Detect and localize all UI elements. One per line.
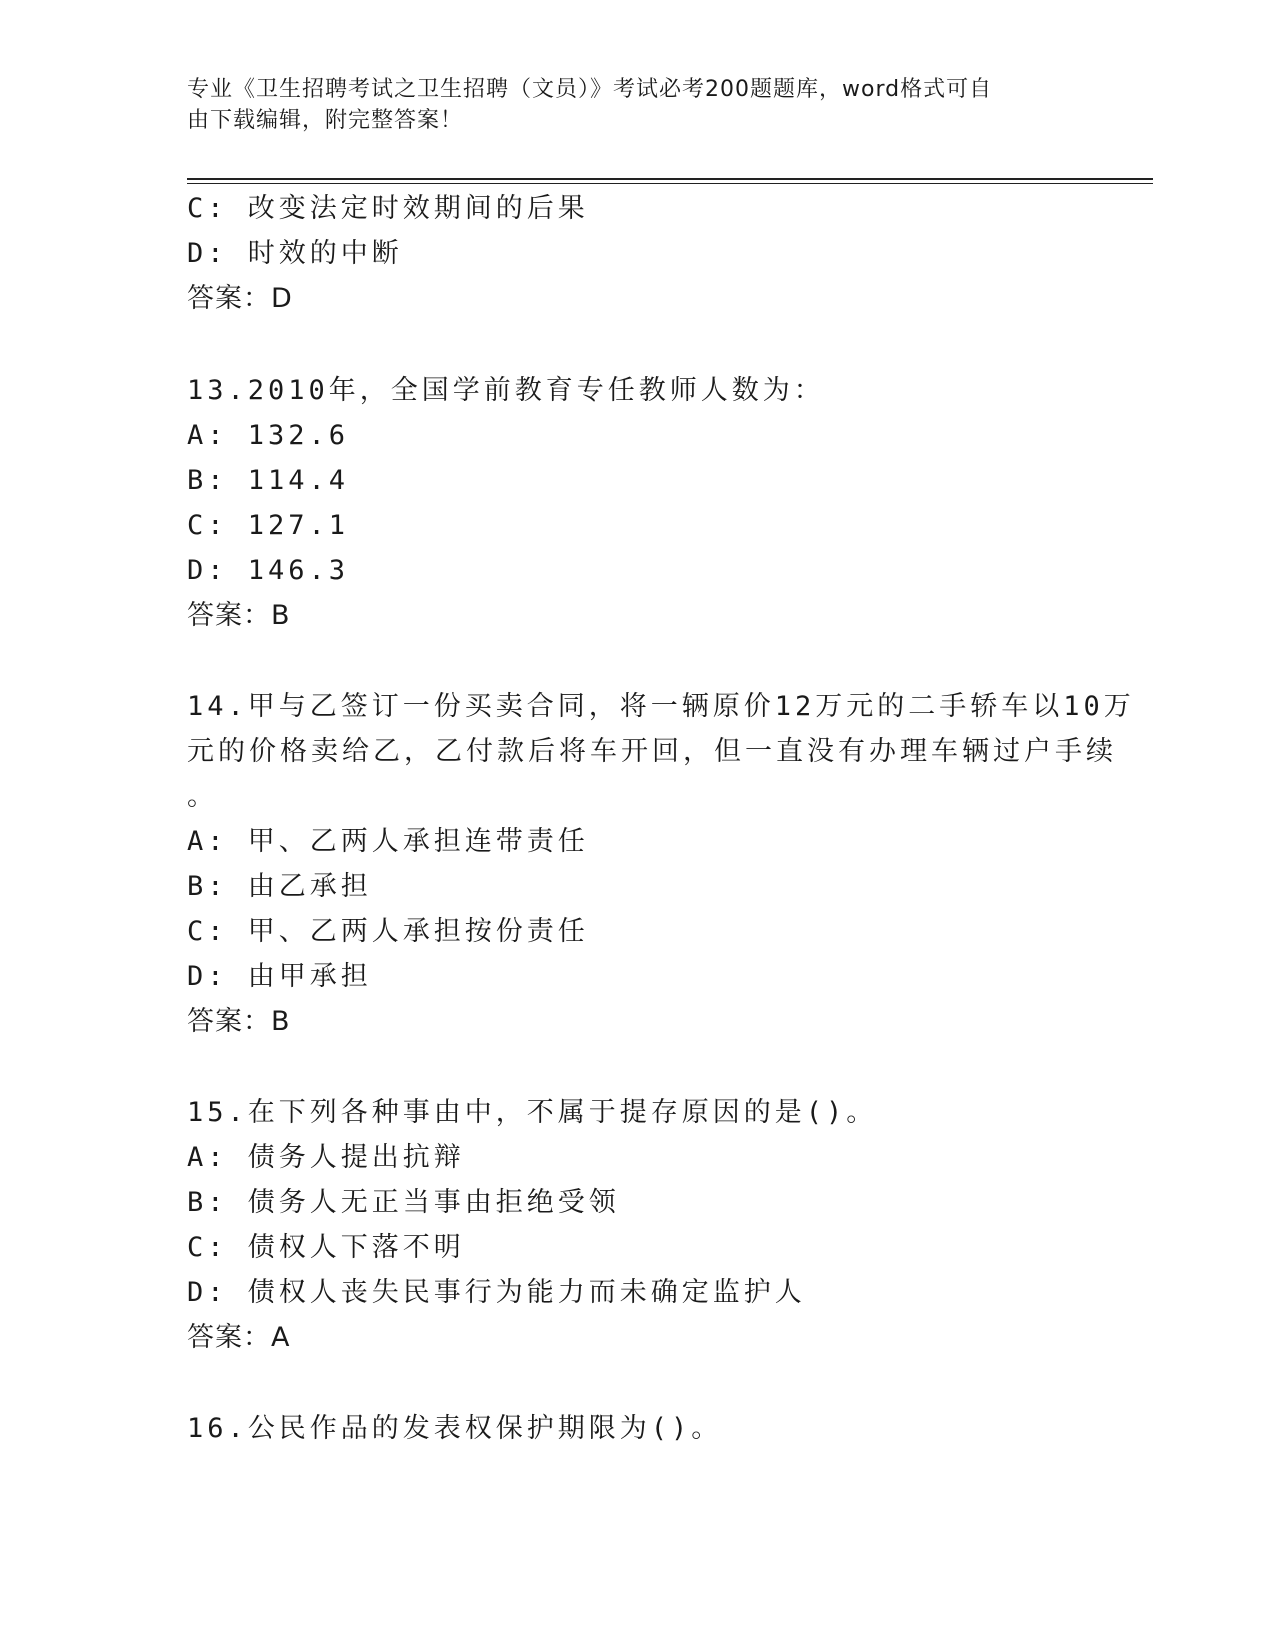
q15-stem: 15.在下列各种事由中，不属于提存原因的是()。 <box>187 1097 878 1128</box>
q13-option-a: A: 132.6 <box>187 420 350 451</box>
q14-option-c: C: 甲、乙两人承担按份责任 <box>187 916 589 947</box>
q15-option-a: A: 债务人提出抗辩 <box>187 1142 465 1173</box>
q13-stem: 13.2010年，全国学前教育专任教师人数为： <box>187 375 825 406</box>
q12-option-c: C: 改变法定时效期间的后果 <box>187 193 589 224</box>
header-rule-thick <box>187 178 1153 180</box>
q14-option-d: D: 由甲承担 <box>187 961 372 992</box>
q12-option-d: D: 时效的中断 <box>187 238 403 269</box>
q16-stem: 16.公民作品的发表权保护期限为()。 <box>187 1413 723 1444</box>
q12-answer: 答案：D <box>187 283 293 314</box>
header-line-2: 由下载编辑，附完整答案！ <box>187 108 464 133</box>
q14-stem-line-1: 14.甲与乙签订一份买卖合同，将一辆原价12万元的二手轿车以10万 <box>187 691 1135 722</box>
q15-option-d: D: 债权人丧失民事行为能力而未确定监护人 <box>187 1277 806 1308</box>
q13-answer: 答案：B <box>187 600 291 631</box>
q15-option-c: C: 债权人下落不明 <box>187 1232 465 1263</box>
q13-option-b: B: 114.4 <box>187 465 350 496</box>
q15-answer: 答案：A <box>187 1322 291 1353</box>
q14-stem-line-2: 元的价格卖给乙，乙付款后将车开回，但一直没有办理车辆过户手续 <box>187 736 1117 767</box>
q15-option-b: B: 债务人无正当事由拒绝受领 <box>187 1187 620 1218</box>
q13-option-c: C: 127.1 <box>187 510 350 541</box>
q14-answer: 答案：B <box>187 1006 291 1037</box>
header-line-1: 专业《卫生招聘考试之卫生招聘（文员）》考试必考200题题库，word格式可自 <box>187 77 993 102</box>
q14-stem-line-3: 。 <box>187 781 218 812</box>
q14-option-a: A: 甲、乙两人承担连带责任 <box>187 826 589 857</box>
q14-option-b: B: 由乙承担 <box>187 871 372 902</box>
document-header <box>187 74 1067 136</box>
q13-option-d: D: 146.3 <box>187 555 350 586</box>
header-rule-thin <box>187 183 1153 184</box>
